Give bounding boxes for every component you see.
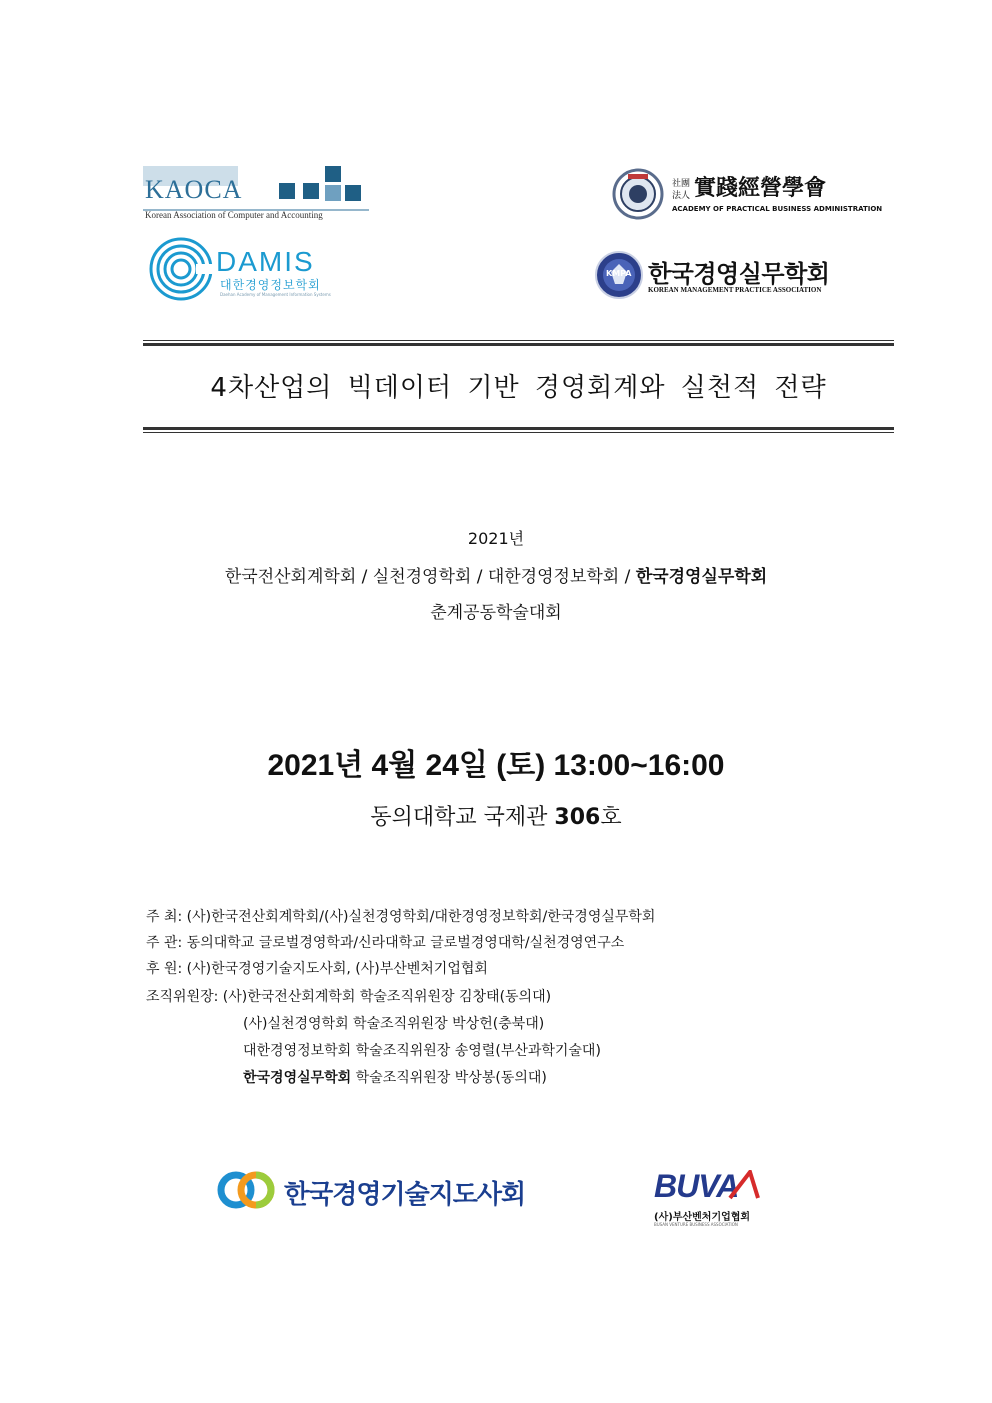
damis-logo xyxy=(148,236,338,306)
kaoca-logo xyxy=(143,163,373,223)
kaoca-tagline: Korean Association of Computer and Accounting xyxy=(145,210,323,220)
host-value: (사)한국전산회계학회/(사)실천경영학회/대한경영정보학회/한국경영실무학회 xyxy=(186,909,656,925)
apba-seal-icon xyxy=(612,168,664,220)
event-date: 2021년 4월 24일 (토) 13:00~16:00 xyxy=(267,749,725,782)
apba-english: ACADEMY OF PRACTICAL BUSINESS ADMINISTRATION xyxy=(672,205,883,213)
title-bottom-rule-thin xyxy=(143,432,894,433)
committee-value-1: (사)한국전산회계학회 학술조직위원장 김창태(동의대) xyxy=(222,989,552,1005)
kpc-logo xyxy=(216,1168,546,1214)
title-bottom-rule-thick xyxy=(143,427,894,430)
buva-logo xyxy=(652,1170,772,1230)
damis-korean: 대한경영정보학회 xyxy=(220,278,321,292)
conference-orgs-bold: 한국경영실무학회 xyxy=(635,567,768,587)
damis-tagline: Daehan Academy of Management Information Systems xyxy=(220,292,331,297)
apba-han-small-1: 社團 xyxy=(672,179,691,189)
host-label: 주 최: xyxy=(146,909,183,925)
buva-english: BUSAN VENTURE BUSINESS ASSOCIATION xyxy=(654,1222,738,1227)
sponsor-label: 후 원: xyxy=(146,961,183,977)
committee-label: 조직위원장: xyxy=(146,989,219,1005)
committee-row-1 xyxy=(146,984,551,1010)
kaoca-name: KAOCA xyxy=(145,175,243,204)
committee-value-4: 학술조직위원장 박상봉(동의대) xyxy=(351,1070,547,1086)
committee-value-4-org: 한국경영실무학회 xyxy=(243,1070,352,1086)
organizer-row xyxy=(146,930,624,956)
kmpa-logo xyxy=(594,250,854,302)
venue-room: 306 xyxy=(554,805,601,830)
host-row xyxy=(146,904,655,930)
conference-orgs-plain: 한국전산회계학회 / 실천경영학회 / 대한경영정보학회 / xyxy=(224,567,636,587)
venue-plain: 동의대학교 국제관 xyxy=(370,805,555,830)
sponsor-row xyxy=(146,956,488,982)
title-top-rule-thin xyxy=(143,340,894,341)
sponsor-value: (사)한국경영기술지도사회, (사)부산벤처기업협회 xyxy=(186,961,488,977)
kmpa-english: KOREAN MANAGEMENT PRACTICE ASSOCIATION xyxy=(648,286,822,294)
conference-name: 춘계공동학술대회 xyxy=(430,603,562,623)
apba-logo xyxy=(612,168,883,224)
event-venue xyxy=(0,800,992,831)
kmpa-seal-text: KMPA xyxy=(606,269,632,278)
apba-han-name: 實踐經營學會 xyxy=(694,175,827,201)
buva-swoosh-icon xyxy=(728,1170,768,1200)
kpc-korean: 한국경영기술지도사회 xyxy=(284,1180,526,1210)
buva-korean: (사)부산벤처기업협회 xyxy=(654,1212,751,1223)
buva-name: BUVA xyxy=(654,1168,739,1204)
kpc-rings-icon xyxy=(216,1168,280,1212)
apba-han-small-2: 法人 xyxy=(672,191,691,201)
committee-value-3: 대한경영정보학회 학술조직위원장 송영렬(부산과학기술대) xyxy=(243,1043,601,1059)
committee-row-3 xyxy=(243,1038,601,1064)
damis-spiral-icon xyxy=(148,236,218,302)
committee-row-2 xyxy=(243,1011,544,1037)
title-top-rule-thick xyxy=(143,343,894,346)
conference-orgs xyxy=(0,562,992,587)
committee-row-4 xyxy=(243,1065,547,1091)
committee-value-2: (사)실천경영학회 학술조직위원장 박상헌(충북대) xyxy=(243,1016,545,1032)
document-title: 4차산업의 빅데이터 기반 경영회계와 실천적 전략 xyxy=(210,373,827,403)
kmpa-korean: 한국경영실무학회 xyxy=(648,260,830,288)
organizer-label: 주 관: xyxy=(146,935,183,951)
conference-year: 2021년 xyxy=(467,529,525,548)
venue-suffix: 호 xyxy=(600,805,622,830)
damis-name: DAMIS xyxy=(216,246,315,277)
organizer-value: 동의대학교 글로벌경영학과/신라대학교 글로벌경영대학/실천경영연구소 xyxy=(186,935,625,951)
